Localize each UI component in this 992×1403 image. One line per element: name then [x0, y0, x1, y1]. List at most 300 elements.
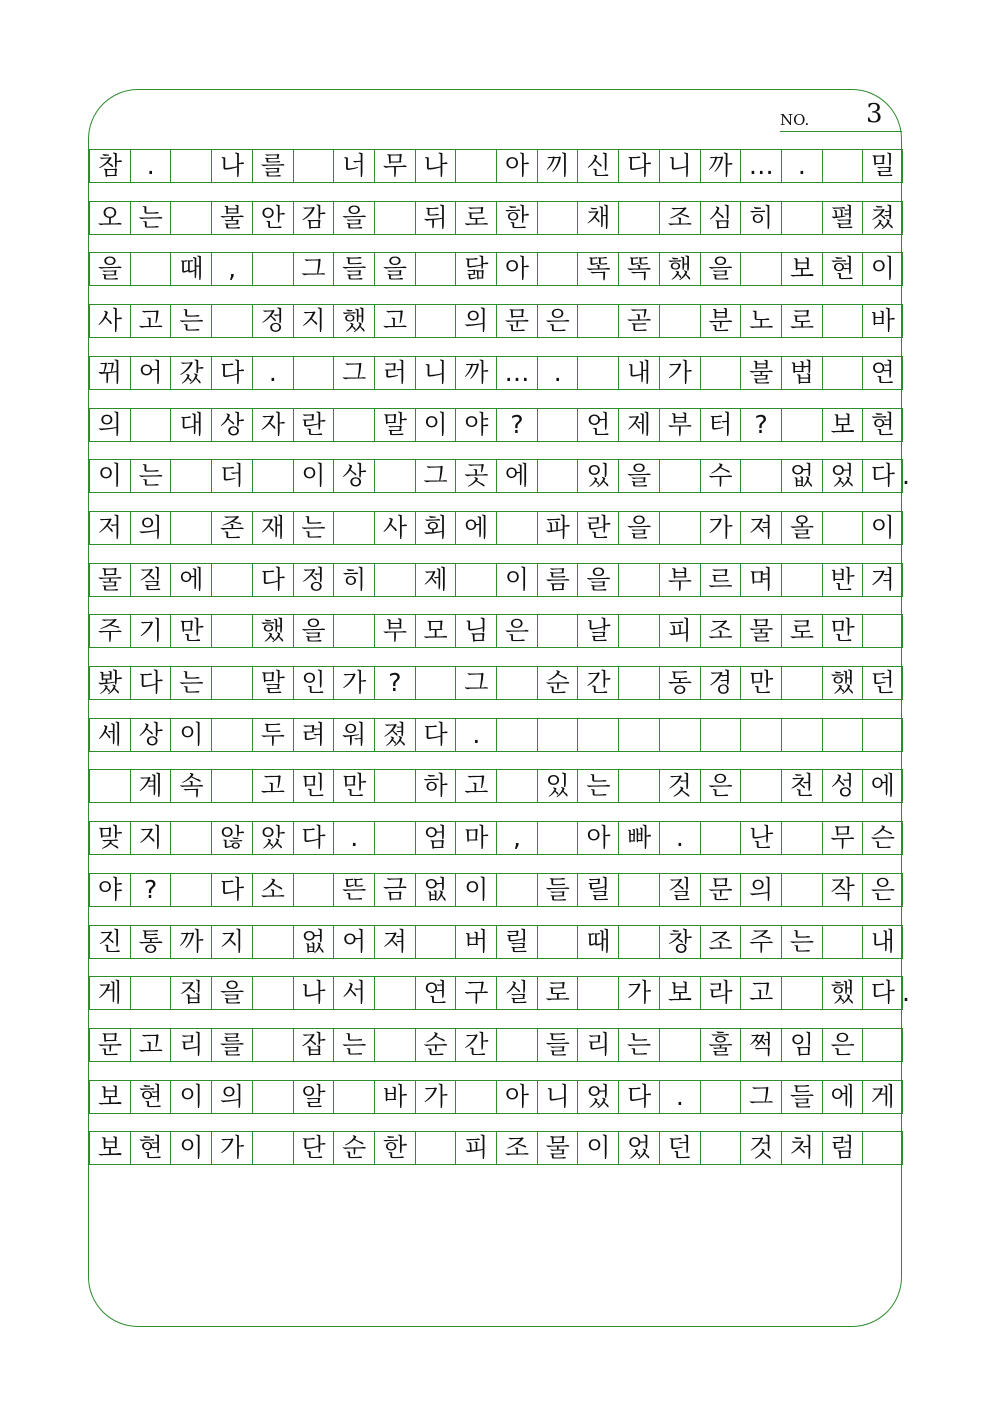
manuscript-cell — [170, 459, 211, 492]
manuscript-cell: 에 — [822, 1080, 863, 1113]
manuscript-cell — [293, 149, 334, 182]
manuscript-cell: 회 — [415, 511, 456, 544]
manuscript-cell — [577, 304, 618, 337]
manuscript-cell — [496, 769, 537, 802]
manuscript-cell: 주 — [740, 925, 781, 958]
manuscript-cell: 이 — [89, 459, 130, 492]
manuscript-cell: 올 — [781, 511, 822, 544]
manuscript-cell: 는 — [333, 1028, 374, 1061]
manuscript-cell: 그 — [333, 356, 374, 389]
manuscript-cell: 만 — [170, 614, 211, 647]
manuscript-cell: 난 — [740, 821, 781, 854]
manuscript-cell: 가 — [618, 976, 659, 1009]
manuscript-row — [89, 873, 903, 906]
manuscript-cell — [415, 304, 456, 337]
manuscript-cell: 았 — [252, 821, 293, 854]
manuscript-cell: 작 — [822, 873, 863, 906]
manuscript-cell: 서 — [333, 976, 374, 1009]
manuscript-cell — [170, 873, 211, 906]
manuscript-cell: . — [537, 356, 578, 389]
manuscript-cell — [211, 614, 252, 647]
page-number-label: NO. — [780, 111, 810, 129]
manuscript-cell: 아 — [577, 821, 618, 854]
manuscript-cell: 그 — [415, 459, 456, 492]
grid-rule — [89, 234, 903, 235]
manuscript-cell — [455, 563, 496, 596]
manuscript-cell: 사 — [89, 304, 130, 337]
manuscript-cell: 갔 — [170, 356, 211, 389]
manuscript-cell — [333, 614, 374, 647]
manuscript-cell: 을 — [618, 511, 659, 544]
manuscript-row — [89, 304, 903, 337]
manuscript-cell — [170, 149, 211, 182]
manuscript-cell — [211, 666, 252, 699]
manuscript-cell: 조 — [700, 614, 741, 647]
manuscript-cell — [700, 821, 741, 854]
manuscript-cell: 펼 — [822, 201, 863, 234]
manuscript-cell: 하 — [415, 769, 456, 802]
manuscript-cell: 들 — [537, 873, 578, 906]
grid-rule — [89, 1164, 903, 1165]
manuscript-cell — [333, 1080, 374, 1113]
manuscript-cell — [130, 252, 171, 285]
manuscript-cell: 수 — [700, 459, 741, 492]
manuscript-cell — [211, 718, 252, 751]
manuscript-cell: . — [252, 356, 293, 389]
manuscript-cell: 이 — [496, 563, 537, 596]
manuscript-cell: 현 — [822, 252, 863, 285]
manuscript-cell: 알 — [293, 1080, 334, 1113]
manuscript-row — [89, 1028, 903, 1061]
manuscript-cell: 조 — [700, 925, 741, 958]
manuscript-row — [89, 614, 903, 647]
manuscript-cell — [537, 408, 578, 441]
manuscript-cell: 릴 — [496, 925, 537, 958]
manuscript-cell: 가 — [700, 511, 741, 544]
manuscript-cell: 게 — [862, 1080, 903, 1113]
manuscript-cell: 고 — [252, 769, 293, 802]
manuscript-cell: 성 — [822, 769, 863, 802]
manuscript-cell — [781, 408, 822, 441]
manuscript-cell: 한 — [496, 201, 537, 234]
page-number: 3 — [866, 99, 883, 129]
manuscript-cell — [374, 459, 415, 492]
manuscript-cell: 을 — [700, 252, 741, 285]
manuscript-cell — [618, 614, 659, 647]
manuscript-cell: 연 — [862, 356, 903, 389]
manuscript-cell: 을 — [577, 563, 618, 596]
manuscript-cell: 고 — [740, 976, 781, 1009]
manuscript-cell: 워 — [333, 718, 374, 751]
grid-rule — [89, 854, 903, 855]
manuscript-cell: 밀 — [862, 149, 903, 182]
manuscript-row — [89, 925, 903, 958]
manuscript-cell: 질 — [130, 563, 171, 596]
manuscript-cell: 부 — [374, 614, 415, 647]
manuscript-cell: 간 — [577, 666, 618, 699]
manuscript-cell: 의 — [455, 304, 496, 337]
manuscript-cell — [781, 718, 822, 751]
manuscript-cell — [822, 149, 863, 182]
manuscript-cell: 는 — [781, 925, 822, 958]
manuscript-cell — [496, 511, 537, 544]
manuscript-cell — [659, 718, 700, 751]
manuscript-row — [89, 821, 903, 854]
manuscript-cell — [537, 821, 578, 854]
manuscript-cell: 히 — [333, 563, 374, 596]
manuscript-cell — [822, 304, 863, 337]
manuscript-cell: 진 — [89, 925, 130, 958]
manuscript-cell: 오 — [89, 201, 130, 234]
manuscript-cell: 님 — [455, 614, 496, 647]
manuscript-cell — [862, 614, 903, 647]
manuscript-cell: ? — [130, 873, 171, 906]
manuscript-row — [89, 666, 903, 699]
manuscript-cell: . — [455, 718, 496, 751]
manuscript-cell — [496, 718, 537, 751]
manuscript-cell: 재 — [252, 511, 293, 544]
manuscript-cell: 했 — [252, 614, 293, 647]
manuscript-cell: 다 — [211, 873, 252, 906]
manuscript-cell: 불 — [740, 356, 781, 389]
manuscript-cell: 러 — [374, 356, 415, 389]
overflow-punctuation: . — [902, 978, 910, 1008]
manuscript-cell: 정 — [293, 563, 334, 596]
manuscript-cell: 주 — [89, 614, 130, 647]
manuscript-cell: 인 — [293, 666, 334, 699]
manuscript-cell: 보 — [822, 408, 863, 441]
manuscript-cell — [374, 563, 415, 596]
manuscript-cell: 봤 — [89, 666, 130, 699]
manuscript-cell: 고 — [455, 769, 496, 802]
manuscript-cell: 순 — [415, 1028, 456, 1061]
manuscript-cell — [618, 666, 659, 699]
manuscript-cell: , — [211, 252, 252, 285]
manuscript-cell: 더 — [211, 459, 252, 492]
manuscript-cell: 가 — [659, 356, 700, 389]
manuscript-cell: 까 — [170, 925, 211, 958]
manuscript-cell: 말 — [374, 408, 415, 441]
manuscript-cell: 이 — [170, 1080, 211, 1113]
manuscript-cell — [293, 356, 334, 389]
manuscript-cell — [537, 201, 578, 234]
manuscript-cell: ? — [374, 666, 415, 699]
manuscript-cell: 없 — [415, 873, 456, 906]
manuscript-cell: 보 — [781, 252, 822, 285]
manuscript-cell: 은 — [822, 1028, 863, 1061]
manuscript-row — [89, 408, 903, 441]
manuscript-cell: 이 — [862, 252, 903, 285]
manuscript-cell: 그 — [455, 666, 496, 699]
manuscript-cell: … — [740, 149, 781, 182]
manuscript-cell: 두 — [252, 718, 293, 751]
manuscript-cell: 모 — [415, 614, 456, 647]
grid-rule — [89, 1061, 903, 1062]
manuscript-cell — [862, 718, 903, 751]
manuscript-cell: 임 — [781, 1028, 822, 1061]
manuscript-row — [89, 769, 903, 802]
manuscript-cell: 에 — [862, 769, 903, 802]
manuscript-cell: 야 — [89, 873, 130, 906]
manuscript-cell: 부 — [659, 563, 700, 596]
manuscript-cell: 문 — [89, 1028, 130, 1061]
manuscript-cell: 로 — [537, 976, 578, 1009]
manuscript-cell: 곳 — [455, 459, 496, 492]
manuscript-cell — [618, 718, 659, 751]
manuscript-cell — [455, 149, 496, 182]
manuscript-cell: . — [781, 149, 822, 182]
manuscript-cell: 에 — [170, 563, 211, 596]
manuscript-cell — [252, 1131, 293, 1164]
manuscript-cell — [659, 511, 700, 544]
manuscript-cell: 창 — [659, 925, 700, 958]
manuscript-cell: 부 — [659, 408, 700, 441]
manuscript-cell: 만 — [333, 769, 374, 802]
manuscript-cell — [618, 873, 659, 906]
manuscript-cell — [333, 511, 374, 544]
manuscript-cell: 채 — [577, 201, 618, 234]
manuscript-cell: 보 — [659, 976, 700, 1009]
manuscript-cell: 게 — [89, 976, 130, 1009]
manuscript-cell: 며 — [740, 563, 781, 596]
grid-rule — [89, 958, 903, 959]
manuscript-cell: 제 — [618, 408, 659, 441]
manuscript-cell: 었 — [577, 1080, 618, 1113]
manuscript-cell: 불 — [211, 201, 252, 234]
manuscript-cell: 려 — [293, 718, 334, 751]
manuscript-cell: 던 — [659, 1131, 700, 1164]
manuscript-cell: 야 — [455, 408, 496, 441]
manuscript-cell — [822, 925, 863, 958]
manuscript-cell: 은 — [496, 614, 537, 647]
manuscript-cell — [415, 1131, 456, 1164]
manuscript-cell: 정 — [252, 304, 293, 337]
manuscript-cell — [496, 873, 537, 906]
manuscript-cell: 상 — [130, 718, 171, 751]
manuscript-row — [89, 718, 903, 751]
manuscript-cell: 을 — [89, 252, 130, 285]
manuscript-row — [89, 201, 903, 234]
manuscript-cell: 끼 — [537, 149, 578, 182]
manuscript-cell: 는 — [130, 201, 171, 234]
manuscript-cell: 현 — [862, 408, 903, 441]
manuscript-cell: 를 — [252, 149, 293, 182]
manuscript-cell: 심 — [700, 201, 741, 234]
manuscript-cell: 리 — [170, 1028, 211, 1061]
manuscript-cell — [252, 252, 293, 285]
manuscript-cell: 때 — [577, 925, 618, 958]
manuscript-cell: 했 — [822, 666, 863, 699]
manuscript-cell: 잡 — [293, 1028, 334, 1061]
manuscript-cell — [89, 769, 130, 802]
manuscript-cell: 물 — [89, 563, 130, 596]
manuscript-cell — [781, 563, 822, 596]
manuscript-row — [89, 1080, 903, 1113]
manuscript-cell — [170, 821, 211, 854]
manuscript-cell — [537, 718, 578, 751]
manuscript-cell: 너 — [333, 149, 374, 182]
manuscript-cell — [374, 821, 415, 854]
manuscript-cell: 란 — [293, 408, 334, 441]
manuscript-cell: ? — [740, 408, 781, 441]
manuscript-cell: 로 — [781, 304, 822, 337]
manuscript-cell: 저 — [89, 511, 130, 544]
manuscript-cell: 순 — [333, 1131, 374, 1164]
manuscript-cell: 않 — [211, 821, 252, 854]
manuscript-cell: 의 — [130, 511, 171, 544]
manuscript-cell — [781, 666, 822, 699]
manuscript-cell — [374, 769, 415, 802]
manuscript-cell: , — [496, 821, 537, 854]
manuscript-cell: 쳤 — [862, 201, 903, 234]
manuscript-cell — [374, 976, 415, 1009]
manuscript-cell: 다 — [862, 459, 903, 492]
manuscript-cell: 피 — [659, 614, 700, 647]
manuscript-cell: 들 — [537, 1028, 578, 1061]
manuscript-cell: 다 — [618, 1080, 659, 1113]
manuscript-cell: 맞 — [89, 821, 130, 854]
manuscript-cell: 아 — [496, 1080, 537, 1113]
manuscript-cell: 처 — [781, 1131, 822, 1164]
manuscript-cell: 의 — [211, 1080, 252, 1113]
manuscript-row — [89, 252, 903, 285]
manuscript-cell: 고 — [130, 1028, 171, 1061]
manuscript-cell: 지 — [293, 304, 334, 337]
manuscript-cell — [415, 666, 456, 699]
manuscript-cell — [252, 459, 293, 492]
manuscript-cell: 법 — [781, 356, 822, 389]
manuscript-cell: 통 — [130, 925, 171, 958]
manuscript-cell: 내 — [618, 356, 659, 389]
manuscript-cell: 닮 — [455, 252, 496, 285]
manuscript-cell: 빠 — [618, 821, 659, 854]
grid-rule — [89, 596, 903, 597]
manuscript-cell: 을 — [293, 614, 334, 647]
manuscript-cell — [822, 718, 863, 751]
manuscript-cell: 다 — [862, 976, 903, 1009]
manuscript-cell: 을 — [374, 252, 415, 285]
manuscript-cell: 구 — [455, 976, 496, 1009]
grid-rule — [89, 751, 903, 752]
manuscript-cell: 리 — [577, 1028, 618, 1061]
manuscript-cell — [211, 563, 252, 596]
manuscript-cell: 는 — [170, 304, 211, 337]
manuscript-cell — [130, 408, 171, 441]
manuscript-cell — [211, 769, 252, 802]
manuscript-cell: 까 — [700, 149, 741, 182]
manuscript-cell: 로 — [455, 201, 496, 234]
manuscript-cell: 바 — [374, 1080, 415, 1113]
manuscript-cell: 이 — [455, 873, 496, 906]
manuscript-cell — [252, 925, 293, 958]
manuscript-cell: 어 — [130, 356, 171, 389]
grid-rule — [89, 906, 903, 907]
manuscript-cell: 실 — [496, 976, 537, 1009]
manuscript-cell: 없 — [781, 459, 822, 492]
manuscript-cell: 엄 — [415, 821, 456, 854]
manuscript-cell: 감 — [293, 201, 334, 234]
manuscript-cell: 분 — [700, 304, 741, 337]
manuscript-cell: 져 — [374, 925, 415, 958]
manuscript-cell: 이 — [293, 459, 334, 492]
manuscript-row — [89, 356, 903, 389]
manuscript-cell: 그 — [293, 252, 334, 285]
grid-rule — [89, 441, 903, 442]
manuscript-cell: 이 — [862, 511, 903, 544]
manuscript-cell — [862, 1131, 903, 1164]
manuscript-cell: 없 — [293, 925, 334, 958]
manuscript-cell: 뒤 — [415, 201, 456, 234]
manuscript-cell: 있 — [537, 769, 578, 802]
manuscript-cell: 이 — [577, 1131, 618, 1164]
manuscript-cell — [130, 976, 171, 1009]
manuscript-cell: 럼 — [822, 1131, 863, 1164]
manuscript-cell: 조 — [659, 201, 700, 234]
manuscript-cell: 제 — [415, 563, 456, 596]
manuscript-cell — [822, 511, 863, 544]
manuscript-cell: 던 — [862, 666, 903, 699]
manuscript-cell: 무 — [374, 149, 415, 182]
manuscript-cell: 단 — [293, 1131, 334, 1164]
manuscript-cell: 있 — [577, 459, 618, 492]
manuscript-cell: 속 — [170, 769, 211, 802]
manuscript-cell: 만 — [822, 614, 863, 647]
manuscript-cell — [781, 873, 822, 906]
manuscript-cell: 버 — [455, 925, 496, 958]
manuscript-cell: 은 — [862, 873, 903, 906]
manuscript-cell: 안 — [252, 201, 293, 234]
manuscript-cell: 똑 — [618, 252, 659, 285]
manuscript-cell: 고 — [130, 304, 171, 337]
manuscript-cell: 다 — [293, 821, 334, 854]
manuscript-cell: 어 — [333, 925, 374, 958]
manuscript-cell: 것 — [659, 769, 700, 802]
manuscript-cell — [618, 769, 659, 802]
manuscript-cell: 겨 — [862, 563, 903, 596]
manuscript-cell: 는 — [618, 1028, 659, 1061]
manuscript-cell: 었 — [822, 459, 863, 492]
manuscript-cell: 르 — [700, 563, 741, 596]
manuscript-cell: . — [659, 1080, 700, 1113]
manuscript-cell: 상 — [211, 408, 252, 441]
manuscript-cell: ? — [496, 408, 537, 441]
manuscript-cell — [862, 1028, 903, 1061]
manuscript-cell — [537, 459, 578, 492]
manuscript-cell: 의 — [740, 873, 781, 906]
manuscript-cell: 언 — [577, 408, 618, 441]
manuscript-cell: 터 — [700, 408, 741, 441]
manuscript-cell: 다 — [252, 563, 293, 596]
manuscript-cell: 는 — [293, 511, 334, 544]
manuscript-cell — [537, 925, 578, 958]
manuscript-cell — [740, 769, 781, 802]
manuscript-cell: 가 — [211, 1131, 252, 1164]
grid-rule — [89, 285, 903, 286]
manuscript-cell: 똑 — [577, 252, 618, 285]
manuscript-cell — [455, 1080, 496, 1113]
manuscript-cell: 날 — [577, 614, 618, 647]
manuscript-cell — [740, 718, 781, 751]
manuscript-cell: 로 — [781, 614, 822, 647]
manuscript-cell: 이 — [170, 718, 211, 751]
manuscript-cell: 니 — [537, 1080, 578, 1113]
manuscript-cell: 순 — [537, 666, 578, 699]
manuscript-cell: 다 — [618, 149, 659, 182]
manuscript-cell: 사 — [374, 511, 415, 544]
manuscript-cell: 민 — [293, 769, 334, 802]
manuscript-cell: 만 — [740, 666, 781, 699]
manuscript-cell: 니 — [415, 356, 456, 389]
